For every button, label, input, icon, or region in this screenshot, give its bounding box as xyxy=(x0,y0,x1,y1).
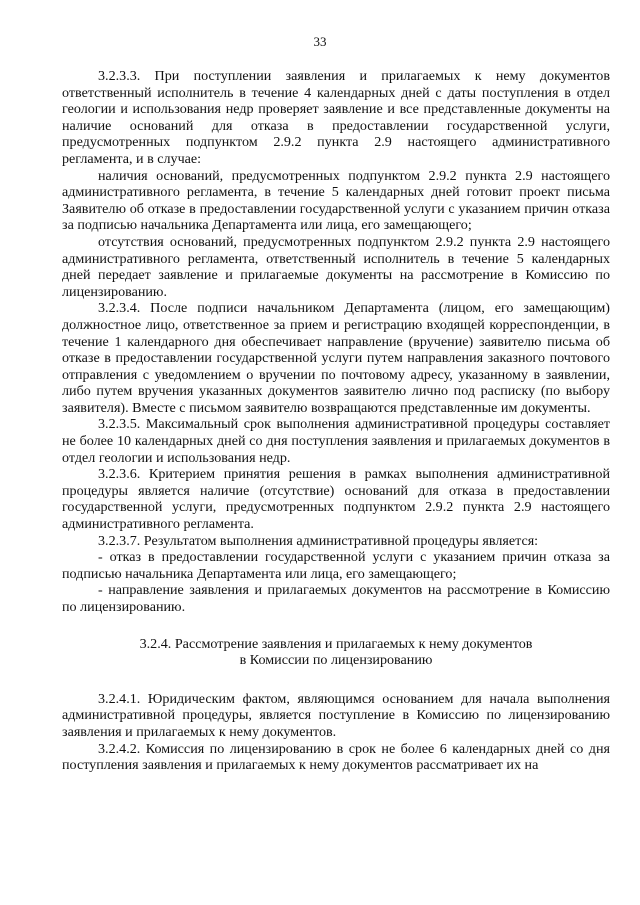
paragraph-3-2-4-2: 3.2.4.2. Комиссия по лицензированию в срок не более 6 календарных дней со дня поступления заявления и прилагаемых к нему документов рассматривает их на xyxy=(62,740,610,774)
section-heading-line-1: 3.2.4. Рассмотрение заявления и прилагаемых к нему документов xyxy=(139,635,533,652)
paragraph-3-2-3-5: 3.2.3.5. Максимальный срок выполнения административной процедуры составляет не более 10 календарных дней со дня поступления заявления и прилагаемых документов в отдел геологии и использования недр. xyxy=(62,416,610,466)
paragraph-3-2-3-7: 3.2.3.7. Результатом выполнения административной процедуры является: xyxy=(98,532,539,549)
result-item-otkaz: - отказ в предоставлении государственной услуги с указанием причин отказа за подписью начальника Департамента или лица, его замещающего; xyxy=(62,549,610,582)
paragraph-nalichie: наличия оснований, предусмотренных подпунктом 2.9.2 пункта 2.9 настоящего административного регламента, в течение 5 календарных дней готовит проект письма Заявителю об отказе в предоставлении государственной услуги с указанием причин отказа за подписью начальника Департамента или лица, его замещающего; xyxy=(62,167,610,234)
paragraph-3-2-3-4: 3.2.3.4. После подписи начальником Департамента (лицом, его замещающим) должностное лицо, ответственное за прием и регистрацию входящей корреспонденции, в течение 1 календарного дня обеспечивает направление (вручение) заявителю письма об отказе в предоставлении государственной услуги путем направления заказного почтового отправления с уведомлением о вручении по почтовому адресу, указанному в заявлении, либо путем вручения указанных документов заявителю лично под расписку (по выбору заявителя). Вместе с письмом заявителю возвращаются представленные им документы. xyxy=(62,300,610,416)
paragraph-3-2-3-3: 3.2.3.3. При поступлении заявления и прилагаемых к нему документов ответственный исполнитель в течение 4 календарных дней с даты поступления в отдел геологии и использования недр проверяет заявление и все представленные документы на наличие оснований для отказа в предоставлении государственной услуги, предусмотренных подпунктом 2.9.2 пункта 2.9 настоящего административного регламента, и в случае: xyxy=(62,68,610,167)
paragraph-otsutstvie: отсутствия оснований, предусмотренных подпунктом 2.9.2 пункта 2.9 настоящего административного регламента, ответственный исполнитель в течение 5 календарных дней передает заявление и прилагаемые документы на рассмотрение в Комиссию по лицензированию. xyxy=(62,233,610,300)
document-body xyxy=(62,68,610,774)
result-item-napravlenie: - направление заявления и прилагаемых документов на рассмотрение в Комиссию по лицензированию. xyxy=(62,582,610,615)
paragraph-3-2-3-6: 3.2.3.6. Критерием принятия решения в рамках выполнения административной процедуры является наличие (отсутствие) оснований для отказа в предоставлении государственной услуги, предусмотренных подпунктом 2.9.2 пункта 2.9 настоящего административного регламента. xyxy=(62,466,610,533)
section-heading-3-2-4 xyxy=(62,636,610,669)
section-heading-line-2: в Комиссии по лицензированию xyxy=(239,652,433,669)
paragraph-3-2-4-1: 3.2.4.1. Юридическим фактом, являющимся основанием для начала выполнения административной процедуры, является поступление в Комиссию по лицензированию заявления и прилагаемых к нему документов. xyxy=(62,690,610,740)
page-number: 33 xyxy=(313,34,327,49)
